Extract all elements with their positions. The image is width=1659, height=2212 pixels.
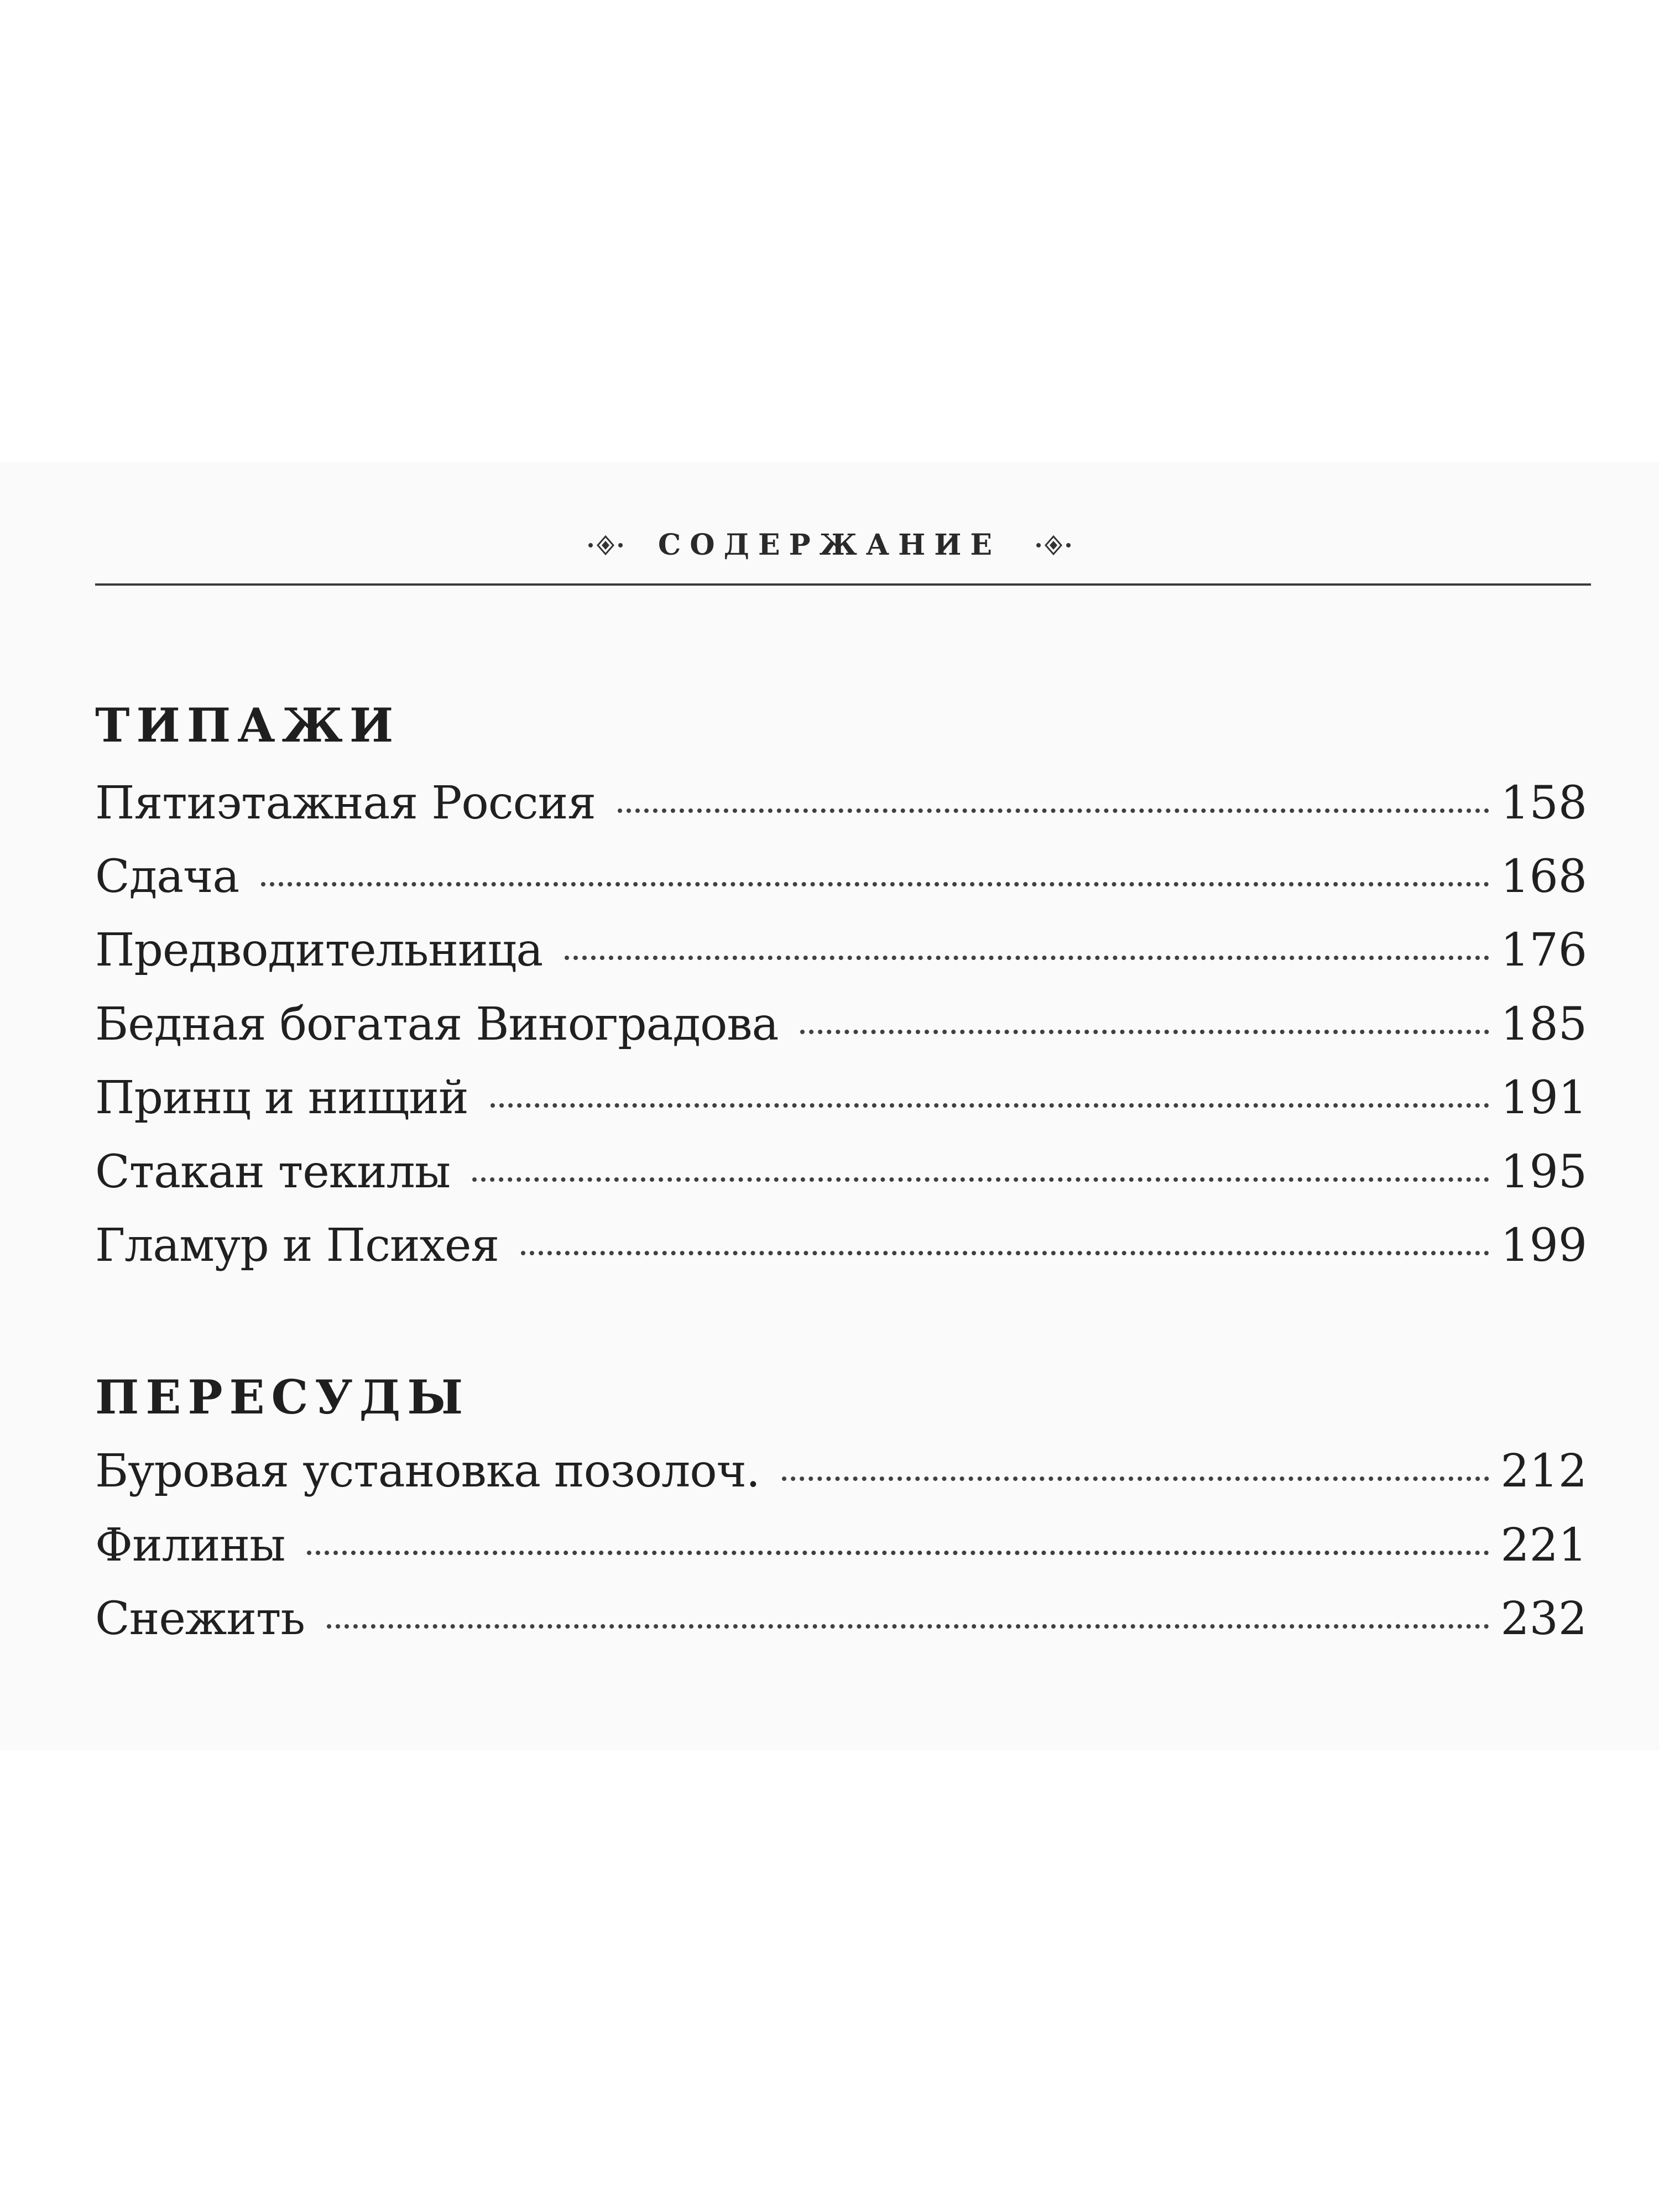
toc-entry-title: Бедная богатая Виноградова — [95, 998, 779, 1051]
dot-leader — [618, 808, 1490, 813]
diamond-ornament-icon — [586, 534, 625, 556]
toc-entry-title: Принц и нищий — [95, 1072, 468, 1124]
toc-entry-page: 232 — [1500, 1593, 1587, 1645]
section-title-tipazhi: ТИПАЖИ — [95, 698, 400, 753]
dot-leader — [327, 1624, 1489, 1629]
toc-entry-title: Буровая установка позолоч. — [95, 1445, 760, 1498]
dot-leader — [782, 1477, 1490, 1481]
toc-entry[interactable] — [95, 1219, 1587, 1275]
toc-entry-title: Сдача — [95, 851, 239, 903]
dot-leader — [261, 882, 1489, 886]
toc-entry[interactable] — [95, 851, 1587, 906]
toc-entry-title: Филины — [95, 1519, 285, 1572]
toc-entry-page: 199 — [1500, 1219, 1587, 1272]
dot-leader — [491, 1103, 1490, 1108]
running-head-title: СОДЕРЖАНИЕ — [658, 528, 1001, 562]
dot-leader — [800, 1030, 1489, 1034]
toc-entry[interactable] — [95, 1072, 1587, 1127]
toc-entry-page: 212 — [1500, 1445, 1587, 1498]
dot-leader — [521, 1251, 1489, 1255]
toc-entry[interactable] — [95, 998, 1587, 1053]
running-head — [0, 528, 1659, 562]
toc-entry-title: Стакан текилы — [95, 1146, 450, 1198]
toc-entry[interactable] — [95, 1146, 1587, 1201]
toc-entry-page: 185 — [1500, 998, 1587, 1051]
toc-entry-title: Пятиэтажная Россия — [95, 777, 596, 830]
toc-entry-title: Гламур и Психея — [95, 1219, 499, 1272]
toc-entry[interactable] — [95, 1593, 1587, 1648]
dot-leader — [472, 1177, 1489, 1182]
toc-entry-page: 176 — [1500, 924, 1587, 977]
toc-entry-page: 158 — [1500, 777, 1587, 830]
toc-entry-page: 221 — [1500, 1519, 1587, 1572]
toc-entry[interactable] — [95, 1519, 1587, 1574]
toc-entry-page: 191 — [1500, 1072, 1587, 1124]
header-rule — [95, 583, 1591, 586]
toc-entry-page: 195 — [1500, 1146, 1587, 1198]
diamond-ornament-icon — [1034, 534, 1073, 556]
section-title-peresudy: ПЕРЕСУДЫ — [95, 1370, 470, 1425]
toc-entry[interactable] — [95, 777, 1587, 832]
toc-entry-title: Снежить — [95, 1593, 305, 1645]
dot-leader — [307, 1551, 1489, 1555]
dot-leader — [565, 956, 1489, 960]
toc-entry[interactable] — [95, 924, 1587, 979]
toc-entry[interactable] — [95, 1445, 1587, 1500]
toc-entry-page: 168 — [1500, 851, 1587, 903]
toc-entry-title: Предводительница — [95, 924, 543, 977]
